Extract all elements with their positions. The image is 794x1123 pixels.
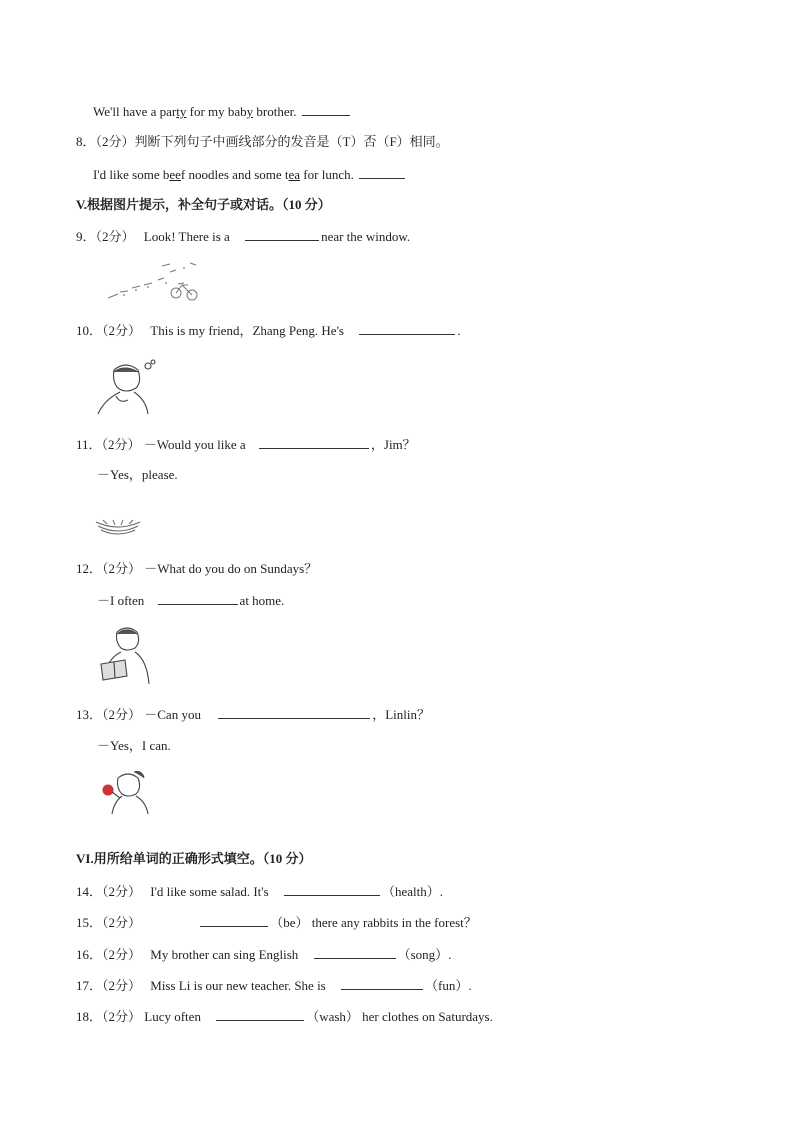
q13-line-1 — [76, 706, 430, 723]
q15 — [76, 914, 477, 931]
q10-text-pre: This is my friend，Zhang Peng. He's — [150, 323, 344, 338]
q8-text-1: I'd like some b — [93, 167, 170, 182]
q13-text-post: ，Linlin？ — [372, 707, 430, 722]
q7-text-3: brother. — [253, 104, 297, 119]
q16-number: 16．（2分） — [76, 947, 142, 962]
bike-picture — [100, 258, 205, 304]
q9-number: 9．（2分） — [76, 229, 135, 244]
q18-text-pre: Lucy often — [144, 1009, 201, 1024]
q16-text-pre: My brother can sing English — [150, 947, 299, 962]
q12-text-pre: －I often — [97, 593, 145, 608]
q9-text-pre: Look! There is a — [143, 229, 230, 244]
q17-number: 17．（2分） — [76, 978, 142, 993]
q16-text-post: （song）. — [397, 947, 452, 962]
q12-line-1 — [76, 561, 317, 577]
q14-answer-blank[interactable] — [284, 883, 380, 896]
q17-text-pre: Miss Li is our new teacher. She is — [150, 978, 326, 993]
q11-text-pre: －Would you like a — [143, 437, 246, 452]
q8-sentence — [93, 166, 407, 183]
q15-answer-blank[interactable] — [200, 914, 268, 927]
q14-number: 14．（2分） — [76, 884, 142, 899]
q12-number: 12．（2分） — [76, 561, 142, 576]
q11-answer-blank[interactable] — [259, 436, 369, 449]
q11-line-2: －Yes，please. — [97, 467, 178, 482]
boy-thinking-picture — [94, 356, 160, 418]
q11-text-post: ，Jim？ — [370, 437, 416, 452]
q13-line-2: －Yes，I can. — [97, 738, 171, 753]
q16-answer-blank[interactable] — [314, 946, 396, 959]
q13-answer-blank[interactable] — [218, 706, 370, 719]
q17-answer-blank[interactable] — [341, 977, 423, 990]
q10-answer-blank[interactable] — [359, 322, 455, 335]
q7-answer-blank[interactable] — [302, 103, 350, 116]
q7-text-2: for my bab — [186, 104, 247, 119]
q8-text-2: f noodles and some t — [180, 167, 289, 182]
food-picture — [93, 514, 143, 540]
q9 — [76, 228, 410, 245]
q10-number: 10．（2分） — [76, 323, 142, 338]
boy-reading-picture — [97, 624, 159, 688]
q9-text-post: near the window. — [321, 229, 411, 244]
q8-underlined-2: ea — [288, 167, 301, 182]
q14 — [76, 883, 443, 900]
q8-label: 8．（2分）判断下列句子中画线部分的发音是（T）否（F）相同。 — [76, 134, 449, 149]
q12-answer-blank[interactable] — [158, 592, 238, 605]
q10-text-post: . — [457, 323, 461, 338]
q14-text-post: （health）. — [381, 884, 443, 899]
q12-question: －What do you do on Sundays？ — [144, 561, 318, 576]
q17 — [76, 977, 472, 994]
q12-text-post: at home. — [239, 593, 285, 608]
q9-answer-blank[interactable] — [245, 228, 319, 241]
q17-text-post: （fun）. — [425, 978, 472, 993]
q7-sentence — [93, 103, 352, 120]
girl-playing-picture — [100, 768, 154, 818]
section-5-title: V.根据图片提示，补全句子或对话。（10 分） — [76, 197, 331, 212]
q10 — [76, 322, 460, 339]
q8-underlined-1: ee — [169, 167, 181, 182]
q13-number: 13．（2分） — [76, 707, 142, 722]
q7-text-1: We'll have a par — [93, 104, 177, 119]
q7-underlined-2: y — [246, 104, 254, 119]
q14-text-pre: I'd like some salad. It's — [150, 884, 269, 899]
q8-text-3: for lunch. — [300, 167, 354, 182]
q13-text-pre: －Can you — [144, 707, 201, 722]
section-6-title: VI.用所给单词的正确形式填空。（10 分） — [76, 851, 312, 866]
q15-number: 15．（2分） — [76, 915, 142, 930]
q12-line-2 — [97, 592, 284, 609]
q11-number: 11．（2分） — [76, 437, 141, 452]
q16 — [76, 946, 451, 963]
q18-answer-blank[interactable] — [216, 1008, 304, 1021]
q18 — [76, 1008, 493, 1025]
q15-text-post: （be） there any rabbits in the forest？ — [270, 915, 477, 930]
q7-underlined-1: ty — [176, 104, 187, 119]
q18-text-post: （wash） her clothes on Saturdays. — [306, 1009, 493, 1024]
q18-number: 18．（2分） — [76, 1009, 142, 1024]
q11-line-1 — [76, 436, 416, 453]
q8-answer-blank[interactable] — [359, 166, 405, 179]
